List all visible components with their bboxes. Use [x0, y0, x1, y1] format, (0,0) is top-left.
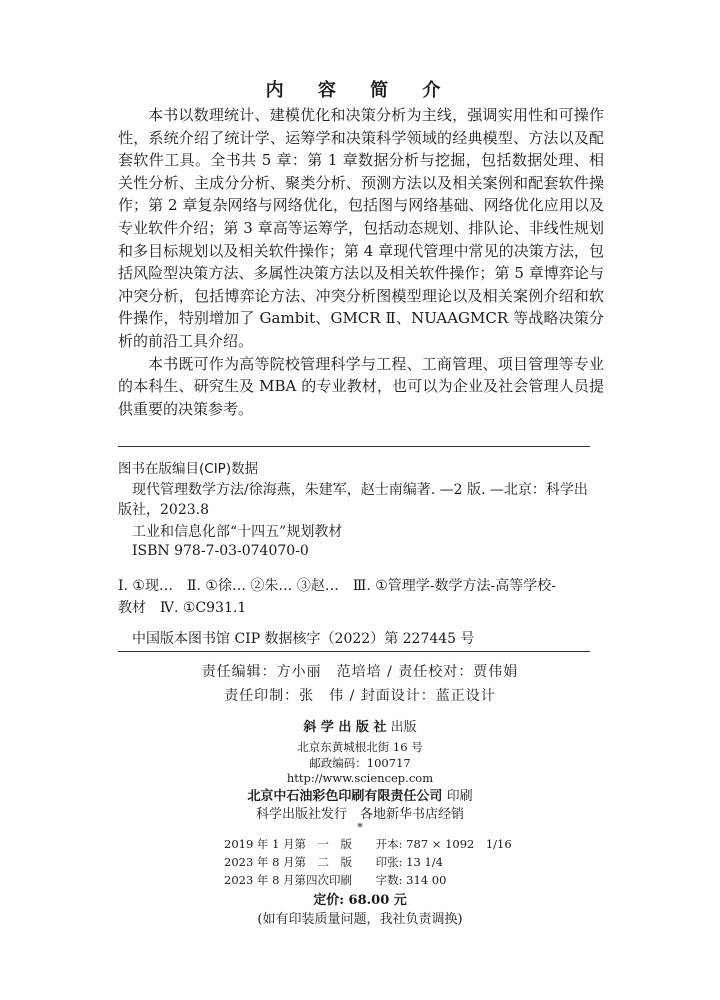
cip-record-line-1: 现代管理数学方法/徐海燕，朱建军，赵士南编著. —2 版. —北京：科学出	[132, 482, 588, 498]
printer-line	[0, 785, 720, 804]
cip-subjects-line-2: 教材 Ⅳ. ①C931.1	[118, 600, 247, 616]
distribution-line: 科学出版社发行 各地新华书店经销	[255, 807, 464, 822]
edition-date: 2023 年 8 月第 二 版	[224, 855, 353, 869]
publisher-postcode: 邮政编码：100717	[309, 756, 411, 770]
printer-name: 北京中石油彩色印刷有限责任公司	[247, 789, 443, 804]
cip-series: 工业和信息化部“十四五”规划教材	[132, 524, 343, 540]
cip-subjects-line-1: Ⅰ. ①现… Ⅱ. ①徐… ②朱… ③赵… Ⅲ. ①管理学-数学方法-高等学校-	[118, 578, 556, 594]
publisher-url: http://www.sciencep.com	[286, 771, 434, 785]
publisher-name: 斜 学 出 版 社	[303, 720, 387, 735]
edition-spec: 开本: 787 × 1092 1/16	[375, 837, 512, 851]
publisher-address: 北京东黄城根北街 16 号	[297, 740, 423, 754]
divider-top	[118, 446, 590, 447]
divider-bottom	[118, 651, 590, 652]
cip-record-line-2: 版社，2023.8	[118, 502, 209, 518]
price: 定价: 68.00 元	[313, 893, 407, 908]
abstract	[118, 104, 604, 420]
edition-row-1	[224, 836, 512, 852]
edition-spec: 字数: 314 00	[375, 873, 447, 887]
edition-spec: 印张: 13 1/4	[375, 855, 443, 869]
publisher-line	[0, 716, 720, 735]
cip-heading: 图书在版编目(CIP)数据	[118, 461, 259, 477]
edition-date: 2023 年 8 月第四次印刷	[224, 873, 353, 887]
abstract-paragraph-1: 本书以数理统计、建模优化和决策分析为主线，强调实用性和可操作性，系统介绍了统计学、运筹学和决策科学领域的经典模型、方法以及配套软件工具。全书共 5 章：第 1 章数据分析与挖掘，包括数据处理、相关性分析、主成分分析、聚类分析、预测方法以及相关案例和配套软件操作；第 2 章复杂网络与网络优化，包括图与网络基础、网络优化应用以及专业软件介绍；第 3 章高等运筹学，包括动态规划、排队论、非线性规划和多目标规划以及相关软件操作；第 4 章现代管理中常见的决策方法，包括风险型决策方法、多属性决策方法以及相关软件操作；第 5 章博弈论与冲突分析，包括博弈论方法、冲突分析图模型理论以及相关案例介绍和软件操作，特别增加了 Gambit、GMCR Ⅱ、NUAAGMCR 等战略决策分析的前沿工具介绍。	[118, 106, 604, 350]
cip-isbn: ISBN 978-7-03-074070-0	[132, 543, 309, 559]
quality-notice: (如有印装质量问题，我社负责调换)	[257, 912, 463, 927]
credits-line-2: 责任印制：张 伟 / 封面设计：蓝正设计	[224, 688, 496, 704]
edition-row-3	[224, 872, 446, 888]
credits-line-1: 责任编辑：方小丽 范培培 / 责任校对：贾伟娟	[201, 664, 519, 680]
cip-number: 中国版本图书馆 CIP 数据核字（2022）第 227445 号	[132, 631, 475, 647]
printer-suffix: 印刷	[446, 789, 473, 804]
separator-star: *	[357, 820, 363, 834]
page-title: 内 容 简 介	[265, 80, 455, 101]
edition-date: 2019 年 1 月第 一 版	[224, 837, 353, 851]
abstract-paragraph-2: 本书既可作为高等院校管理科学与工程、工商管理、项目管理等专业的本科生、研究生及 MBA 的专业教材，也可以为企业及社会管理人员提供重要的决策参考。	[118, 354, 604, 418]
edition-row-2	[224, 854, 443, 870]
publisher-suffix: 出版	[390, 720, 417, 735]
